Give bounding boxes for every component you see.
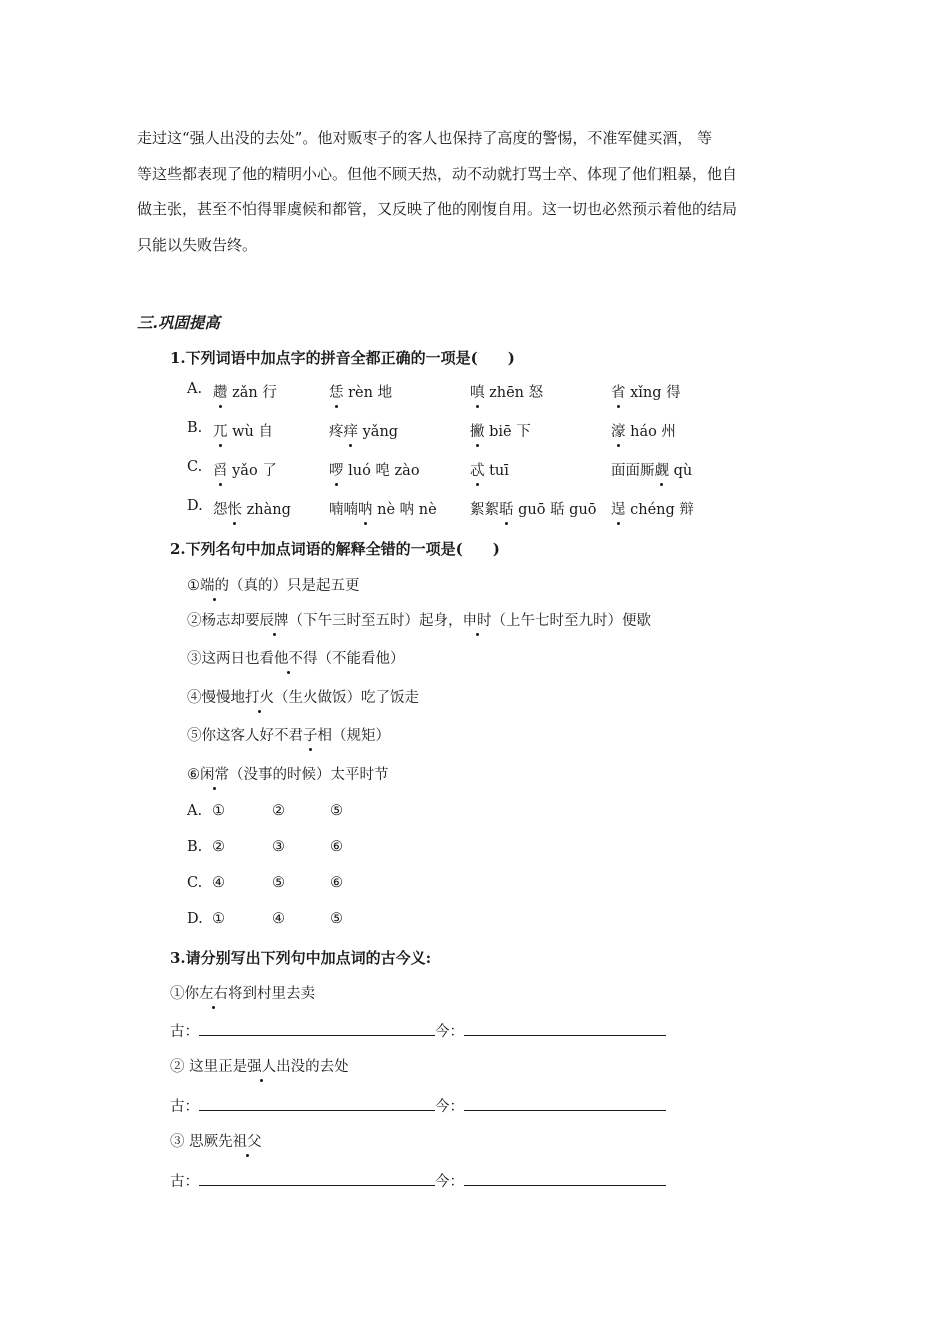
text-segment: zhēn 怒 bbox=[484, 385, 544, 401]
text-segment: ④慢慢地 bbox=[187, 690, 245, 706]
option-value: ② bbox=[212, 839, 225, 855]
dotted-char: 呐 bbox=[358, 498, 373, 519]
dotted-word: 祖父 bbox=[233, 1130, 262, 1151]
text-segment: nè 呐 nè bbox=[372, 502, 437, 518]
dotted-char: 恁 bbox=[329, 381, 344, 402]
text-segment: luó 唣 zào bbox=[343, 463, 420, 479]
text-segment: 絮絮 bbox=[470, 502, 499, 518]
pinyin-item bbox=[470, 498, 597, 519]
text-segment: ①你 bbox=[170, 986, 199, 1002]
passage bbox=[137, 121, 817, 263]
sentence-item bbox=[170, 1055, 349, 1076]
jin-answer-blank bbox=[464, 1171, 666, 1186]
pinyin-item bbox=[329, 420, 398, 441]
dotted-char: 嗔 bbox=[470, 381, 485, 402]
gu-answer-blank bbox=[199, 1096, 435, 1111]
text-segment: biē 下 bbox=[484, 424, 531, 440]
dotted-char: 聒 bbox=[499, 498, 514, 519]
dotted-char: 怅 bbox=[228, 498, 243, 519]
pinyin-item bbox=[213, 420, 273, 441]
text-segment: zhàng bbox=[242, 502, 291, 518]
dotted-word: 闲常 bbox=[200, 763, 229, 784]
dotted-char: 撇 bbox=[470, 420, 485, 441]
pinyin-item bbox=[213, 381, 277, 402]
answer-line bbox=[170, 1170, 666, 1191]
text-segment: wù 自 bbox=[227, 424, 273, 440]
dotted-char: 舀 bbox=[213, 459, 228, 480]
option-value: ⑤ bbox=[330, 911, 343, 927]
text-segment: （规矩） bbox=[332, 728, 390, 744]
answer-line bbox=[170, 1020, 666, 1041]
passage-line: 只能以失败告终。 bbox=[137, 235, 258, 254]
text-segment: tuī bbox=[484, 463, 509, 479]
pinyin-item bbox=[611, 498, 694, 519]
sentence-item bbox=[187, 724, 390, 745]
text-segment: xǐng 得 bbox=[625, 385, 681, 401]
passage-line: 走过这“强人出没的去处”。他对贩枣子的客人也保持了高度的警惕，不准军健买酒， 等 bbox=[137, 129, 713, 147]
pinyin-item bbox=[329, 498, 437, 519]
text-segment: rèn 地 bbox=[343, 385, 393, 401]
pinyin-item bbox=[611, 381, 681, 402]
question-1-stem: 1.下列词语中加点字的拼音全都正确的一项是( ) bbox=[170, 349, 515, 367]
text-segment: guō 聒 guō bbox=[513, 502, 597, 518]
sentence-item bbox=[187, 609, 651, 630]
sentence-item bbox=[187, 763, 389, 784]
dotted-word: 强人 bbox=[247, 1055, 276, 1076]
option-letter: B. bbox=[187, 420, 203, 436]
text-segment: qù bbox=[669, 463, 693, 479]
text-segment: 怨 bbox=[213, 502, 228, 518]
text-segment: （上午七时至九时）便歇 bbox=[491, 613, 651, 629]
text-segment: háo 州 bbox=[625, 424, 676, 440]
option-letter: A. bbox=[187, 803, 203, 819]
dotted-word: 左右 bbox=[199, 982, 228, 1003]
answer-line bbox=[170, 1095, 666, 1116]
dotted-word: 端的 bbox=[200, 574, 229, 595]
text-segment: chéng 辩 bbox=[625, 502, 694, 518]
jin-answer-blank bbox=[464, 1021, 666, 1036]
section-title: 三.巩固提高 bbox=[137, 313, 220, 332]
gu-answer-blank bbox=[199, 1021, 435, 1036]
dotted-char: 痒 bbox=[344, 420, 359, 441]
dotted-word: 辰牌 bbox=[260, 609, 289, 630]
gu-answer-blank bbox=[199, 1171, 435, 1186]
option-value: ⑥ bbox=[330, 839, 343, 855]
pinyin-item bbox=[213, 498, 291, 519]
option-value: ⑥ bbox=[330, 875, 343, 891]
text-segment: 出没的去处 bbox=[276, 1059, 349, 1075]
passage-line: 等这些都表现了他的精明小心。但他不顾天热，动不动就打骂士卒、体现了他们粗暴，他自 bbox=[137, 164, 738, 183]
text-segment: （下午三时至五时）起身， bbox=[288, 613, 463, 629]
option-value: ④ bbox=[212, 875, 225, 891]
option-value: ⑤ bbox=[330, 803, 343, 819]
gu-label: 古： bbox=[170, 1099, 199, 1115]
option-letter: A. bbox=[187, 381, 203, 397]
dotted-char: 濠 bbox=[611, 420, 626, 441]
text-segment: （不能看他） bbox=[317, 651, 405, 667]
pinyin-item bbox=[611, 459, 692, 480]
text-segment: （没事的时候）太平时节 bbox=[229, 767, 389, 783]
text-segment: ⑥ bbox=[187, 767, 200, 783]
text-segment: ② 这里正是 bbox=[170, 1059, 248, 1075]
pinyin-item bbox=[329, 381, 392, 402]
text-segment: ③ 思厥先 bbox=[170, 1134, 233, 1150]
text-segment: 喃喃 bbox=[329, 502, 358, 518]
text-segment: 将到村里去卖 bbox=[228, 986, 315, 1002]
text-segment: ⑤你这客人好不 bbox=[187, 728, 289, 744]
gu-label: 古： bbox=[170, 1024, 199, 1040]
text-segment: zǎn 行 bbox=[227, 385, 277, 401]
dotted-word: 看他不得 bbox=[260, 647, 318, 668]
option-value: ⑤ bbox=[272, 875, 285, 891]
dotted-word: 君子相 bbox=[289, 724, 333, 745]
option-letter: D. bbox=[187, 498, 203, 514]
dotted-char: 啰 bbox=[329, 459, 344, 480]
option-letter: D. bbox=[187, 911, 203, 927]
passage-line: 做主张，甚至不怕得罪虞候和都管，又反映了他的刚愎自用。这一切也必然预示着他的结局 bbox=[137, 200, 738, 218]
sentence-item bbox=[187, 686, 419, 707]
pinyin-item bbox=[213, 459, 277, 480]
text-segment: yǎng bbox=[358, 424, 399, 440]
gu-label: 古： bbox=[170, 1174, 199, 1190]
option-value: ④ bbox=[272, 911, 285, 927]
option-letter: B. bbox=[187, 839, 203, 855]
text-segment: 面面厮 bbox=[611, 463, 655, 479]
jin-label: 今： bbox=[435, 1024, 464, 1040]
pinyin-item bbox=[470, 381, 543, 402]
option-letter: C. bbox=[187, 875, 203, 891]
question-3-stem: 3.请分别写出下列句中加点词的古今义: bbox=[170, 949, 432, 967]
option-letter: C. bbox=[187, 459, 203, 475]
pinyin-item bbox=[611, 420, 676, 441]
text-segment: ① bbox=[187, 578, 200, 594]
dotted-char: 兀 bbox=[213, 420, 228, 441]
text-segment: ②杨志却要 bbox=[187, 613, 260, 629]
jin-label: 今： bbox=[435, 1174, 464, 1190]
sentence-item bbox=[170, 1130, 262, 1151]
text-segment: （生火做饭）吃了饭走 bbox=[274, 690, 419, 706]
jin-label: 今： bbox=[435, 1099, 464, 1115]
dotted-char: 省 bbox=[611, 381, 626, 402]
dotted-char: 逞 bbox=[611, 498, 626, 519]
dotted-char: 觑 bbox=[655, 459, 670, 480]
option-value: ① bbox=[212, 911, 225, 927]
text-segment: （真的）只是起五更 bbox=[229, 578, 360, 594]
sentence-item bbox=[187, 574, 360, 595]
dotted-word: 打火 bbox=[245, 686, 274, 707]
pinyin-item bbox=[329, 459, 420, 480]
option-value: ② bbox=[272, 803, 285, 819]
option-value: ③ bbox=[272, 839, 285, 855]
dotted-char: 忒 bbox=[470, 459, 485, 480]
pinyin-item bbox=[470, 420, 531, 441]
pinyin-item bbox=[470, 459, 509, 480]
text-segment: 疼 bbox=[329, 424, 344, 440]
option-value: ① bbox=[212, 803, 225, 819]
sentence-item bbox=[187, 647, 405, 668]
text-segment: ③这两日也 bbox=[187, 651, 260, 667]
question-2-stem: 2.下列名句中加点词语的解释全错的一项是( ) bbox=[170, 540, 500, 558]
jin-answer-blank bbox=[464, 1096, 666, 1111]
dotted-word: 申时 bbox=[463, 609, 492, 630]
text-segment: yǎo 了 bbox=[227, 463, 277, 479]
dotted-char: 趱 bbox=[213, 381, 228, 402]
sentence-item bbox=[170, 982, 315, 1003]
